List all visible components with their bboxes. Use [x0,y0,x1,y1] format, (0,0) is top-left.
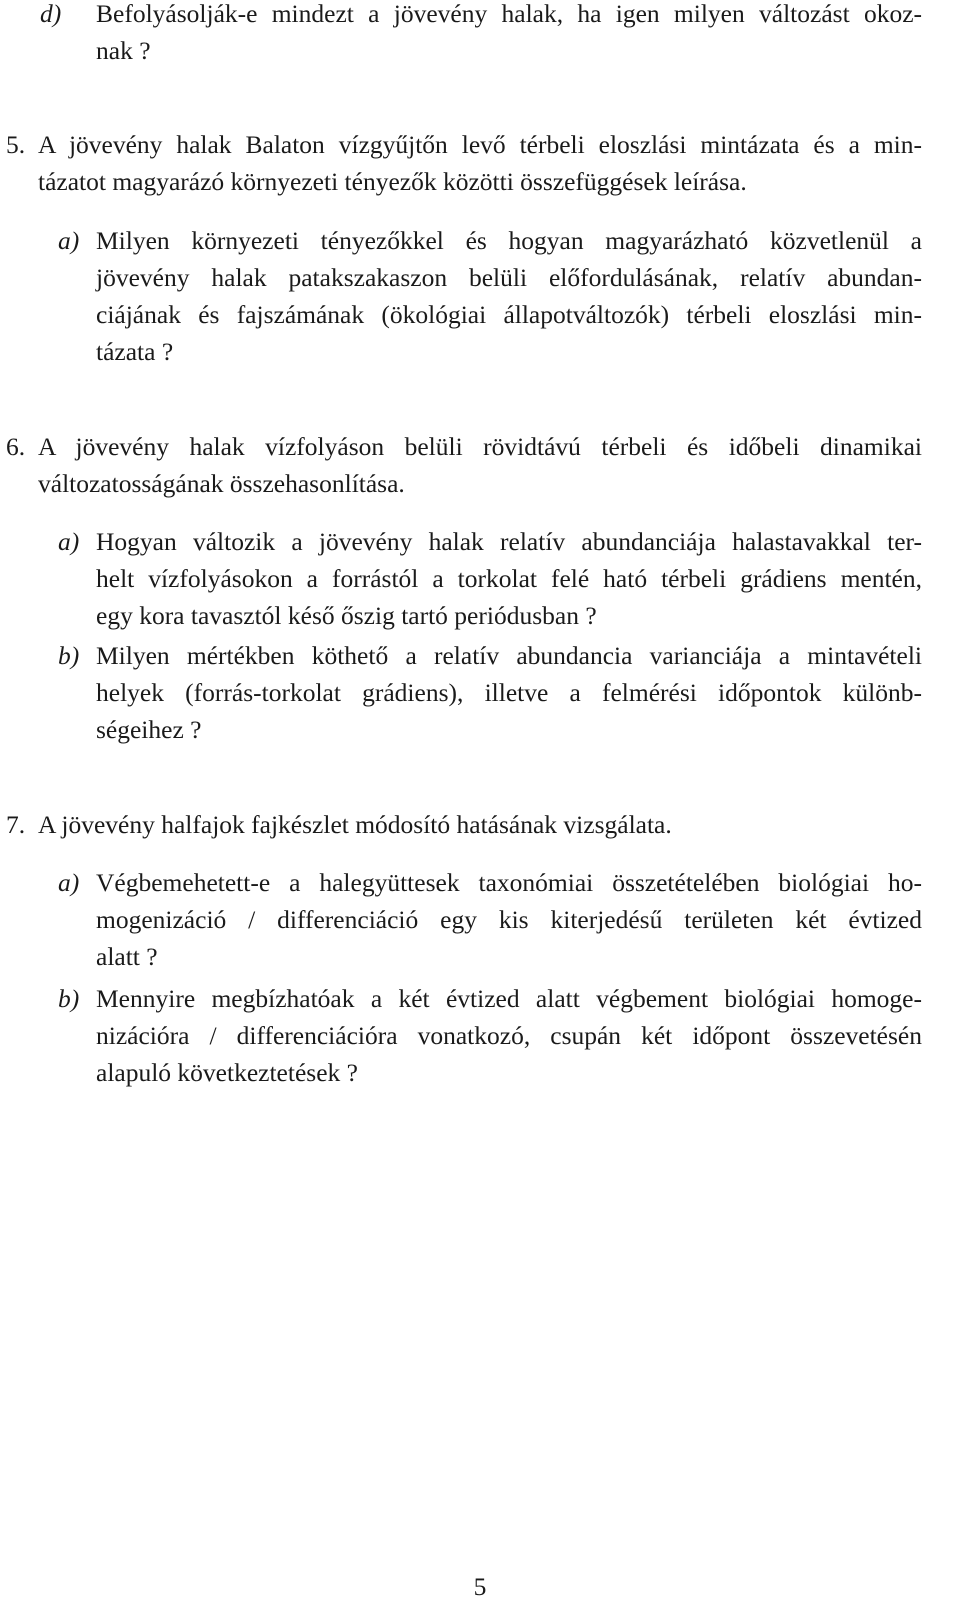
text-line: Hogyan változik a jövevény halak relatív abundanciája halastavakkal ter- [96,527,922,556]
text-line: egy kora tavasztól késő őszig tartó periódusban ? [96,601,597,630]
item-marker: b) [58,641,80,670]
text-line: jövevény halak patakszakaszon belüli előfordulásának, relatív abundan- [96,263,922,292]
text-line: alatt ? [96,942,158,971]
sub-question-7a [96,864,922,975]
question-7 [38,806,922,843]
text-line: mogenizáció / differenciáció egy kis kiterjedésű területen két évtized [96,905,922,934]
question-6 [38,428,922,502]
item-marker: 5. [6,130,26,159]
item-marker: a) [58,868,80,897]
text-line: A jövevény halak Balaton vízgyűjtőn levő térbeli eloszlási mintázata és a min- [38,130,922,159]
text-line: A jövevény halak vízfolyáson belüli rövidtávú térbeli és időbeli dinamikai [38,432,922,461]
text-line: Végbemehetett-e a halegyüttesek taxonómiai összetételében biológiai ho- [96,868,922,897]
text-line: nizációra / differenciációra vonatkozó, csupán két időpont összevetésén [96,1021,922,1050]
text-line: tázata ? [96,337,174,366]
text-line: változatosságának összehasonlítása. [38,469,405,498]
text-line: nak ? [96,36,151,65]
sub-question-7b [96,980,922,1091]
question-5 [38,126,922,200]
text-line: Befolyásolják-e mindezt a jövevény halak, ha igen milyen változást okoz- [96,0,922,28]
text-line: ciájának és fajszámának (ökológiai állapotváltozók) térbeli eloszlási min- [96,300,922,329]
text-line: A jövevény halfajok fajkészlet módosító hatásának vizsgálata. [38,810,672,839]
text-line: Milyen környezeti tényezőkkel és hogyan magyarázható közvetlenül a [96,226,922,255]
text-line: helyek (forrás-torkolat grádiens), illetve a felmérési időpontok különb- [96,678,922,707]
sub-question-6a [96,523,922,634]
text-line: ségeihez ? [96,715,202,744]
item-marker: a) [58,226,80,255]
text-line: Milyen mértékben köthető a relatív abundancia varianciája a mintavételi [96,641,922,670]
page-number: 5 [473,1572,487,1601]
text-line: helt vízfolyásokon a forrástól a torkolat felé ható térbeli grádiens mentén, [96,564,922,593]
item-marker: 6. [6,432,26,461]
text-line: Mennyire megbízhatóak a két évtized alatt végbement biológiai homoge- [96,984,922,1013]
item-marker: d) [40,0,62,28]
sub-question-5a [96,222,922,370]
item-marker: 7. [6,810,26,839]
item-marker: b) [58,984,80,1013]
sub-question-d [96,0,922,69]
item-marker: a) [58,527,80,556]
text-line: alapuló következtetések ? [96,1058,358,1087]
text-line: tázatot magyarázó környezeti tényezők közötti összefüggések leírása. [38,167,747,196]
sub-question-6b [96,637,922,748]
